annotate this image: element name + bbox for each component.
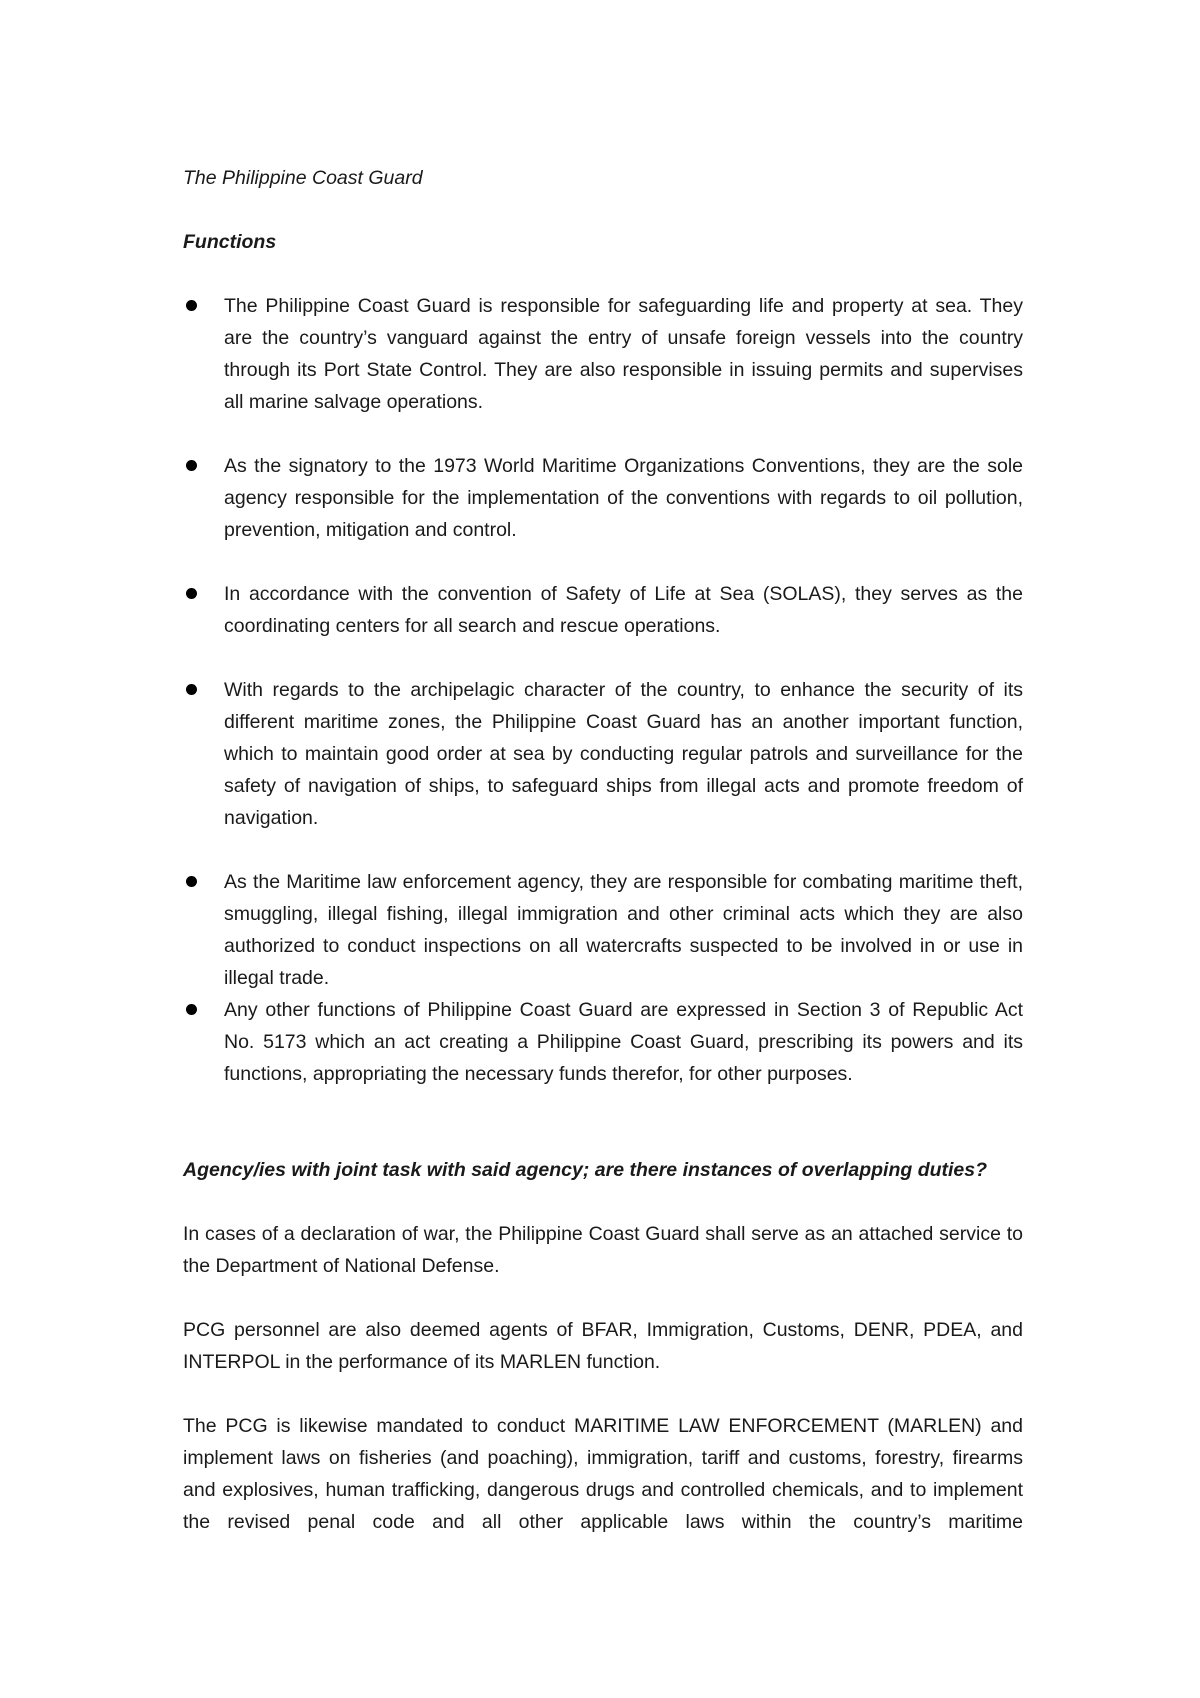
list-item bbox=[183, 866, 1023, 994]
paragraph-war-service: In cases of a declaration of war, the Philippine Coast Guard shall serve as an attached service to the Department of National Defense. bbox=[183, 1223, 1023, 1277]
list-item-text: Any other functions of Philippine Coast Guard are expressed in Section 3 of Republic Act No. 5173 which an act creating a Philippine Coast Guard, prescribing its powers and its functions, appropriating the necessary funds therefor, for other purposes. bbox=[224, 999, 1023, 1085]
list-item-text: With regards to the archipelagic character of the country, to enhance the security of its different maritime zones, the Philippine Coast Guard has an another important function, which to maintain good order at sea by conducting regular patrols and surveillance for the safety of navigation of ships, to safeguard ships from illegal acts and promote freedom of navigation. bbox=[224, 679, 1023, 829]
list-item bbox=[183, 450, 1023, 546]
bullet-icon bbox=[186, 300, 197, 311]
list-item-text: As the Maritime law enforcement agency, they are responsible for combating maritime theft, smuggling, illegal fishing, illegal immigration and other criminal acts which they are also authorized to conduct inspections on all watercrafts suspected to be involved in or use in illegal trade. bbox=[224, 871, 1023, 989]
bullet-icon bbox=[186, 876, 197, 887]
bullet-icon bbox=[186, 1004, 197, 1015]
document-title: The Philippine Coast Guard bbox=[183, 167, 423, 189]
bullet-icon bbox=[186, 460, 197, 471]
bullet-icon bbox=[186, 588, 197, 599]
bullet-icon bbox=[186, 684, 197, 695]
list-item-text: The Philippine Coast Guard is responsible for safeguarding life and property at sea. They are the country’s vanguard against the entry of unsafe foreign vessels into the country through its Port State Control. They are also responsible in issuing permits and supervises all marine salvage operations. bbox=[224, 295, 1023, 413]
list-item bbox=[183, 674, 1023, 834]
agency-heading: Agency/ies with joint task with said agency; are there instances of overlapping duties? bbox=[183, 1159, 988, 1181]
paragraph-marlen-mandate: The PCG is likewise mandated to conduct MARITIME LAW ENFORCEMENT (MARLEN) and implement laws on fisheries (and poaching), immigration, tariff and customs, forestry, firearms and explosives, human trafficking, dangerous drugs and controlled chemicals, and to implement the revised penal code and all other applicable laws within the country’s maritime bbox=[183, 1415, 1023, 1533]
functions-heading: Functions bbox=[183, 231, 277, 253]
functions-list bbox=[183, 290, 1023, 1090]
list-item-text: In accordance with the convention of Safety of Life at Sea (SOLAS), they serves as the coordinating centers for all search and rescue operations. bbox=[224, 583, 1023, 637]
list-item-text: As the signatory to the 1973 World Maritime Organizations Conventions, they are the sole agency responsible for the implementation of the conventions with regards to oil pollution, prevention, mitigation and control. bbox=[224, 455, 1023, 541]
list-item bbox=[183, 290, 1023, 418]
paragraph-deemed-agents: PCG personnel are also deemed agents of BFAR, Immigration, Customs, DENR, PDEA, and INTERPOL in the performance of its MARLEN function. bbox=[183, 1319, 1023, 1373]
list-item bbox=[183, 994, 1023, 1090]
document-body bbox=[183, 162, 1023, 1538]
list-item bbox=[183, 578, 1023, 642]
